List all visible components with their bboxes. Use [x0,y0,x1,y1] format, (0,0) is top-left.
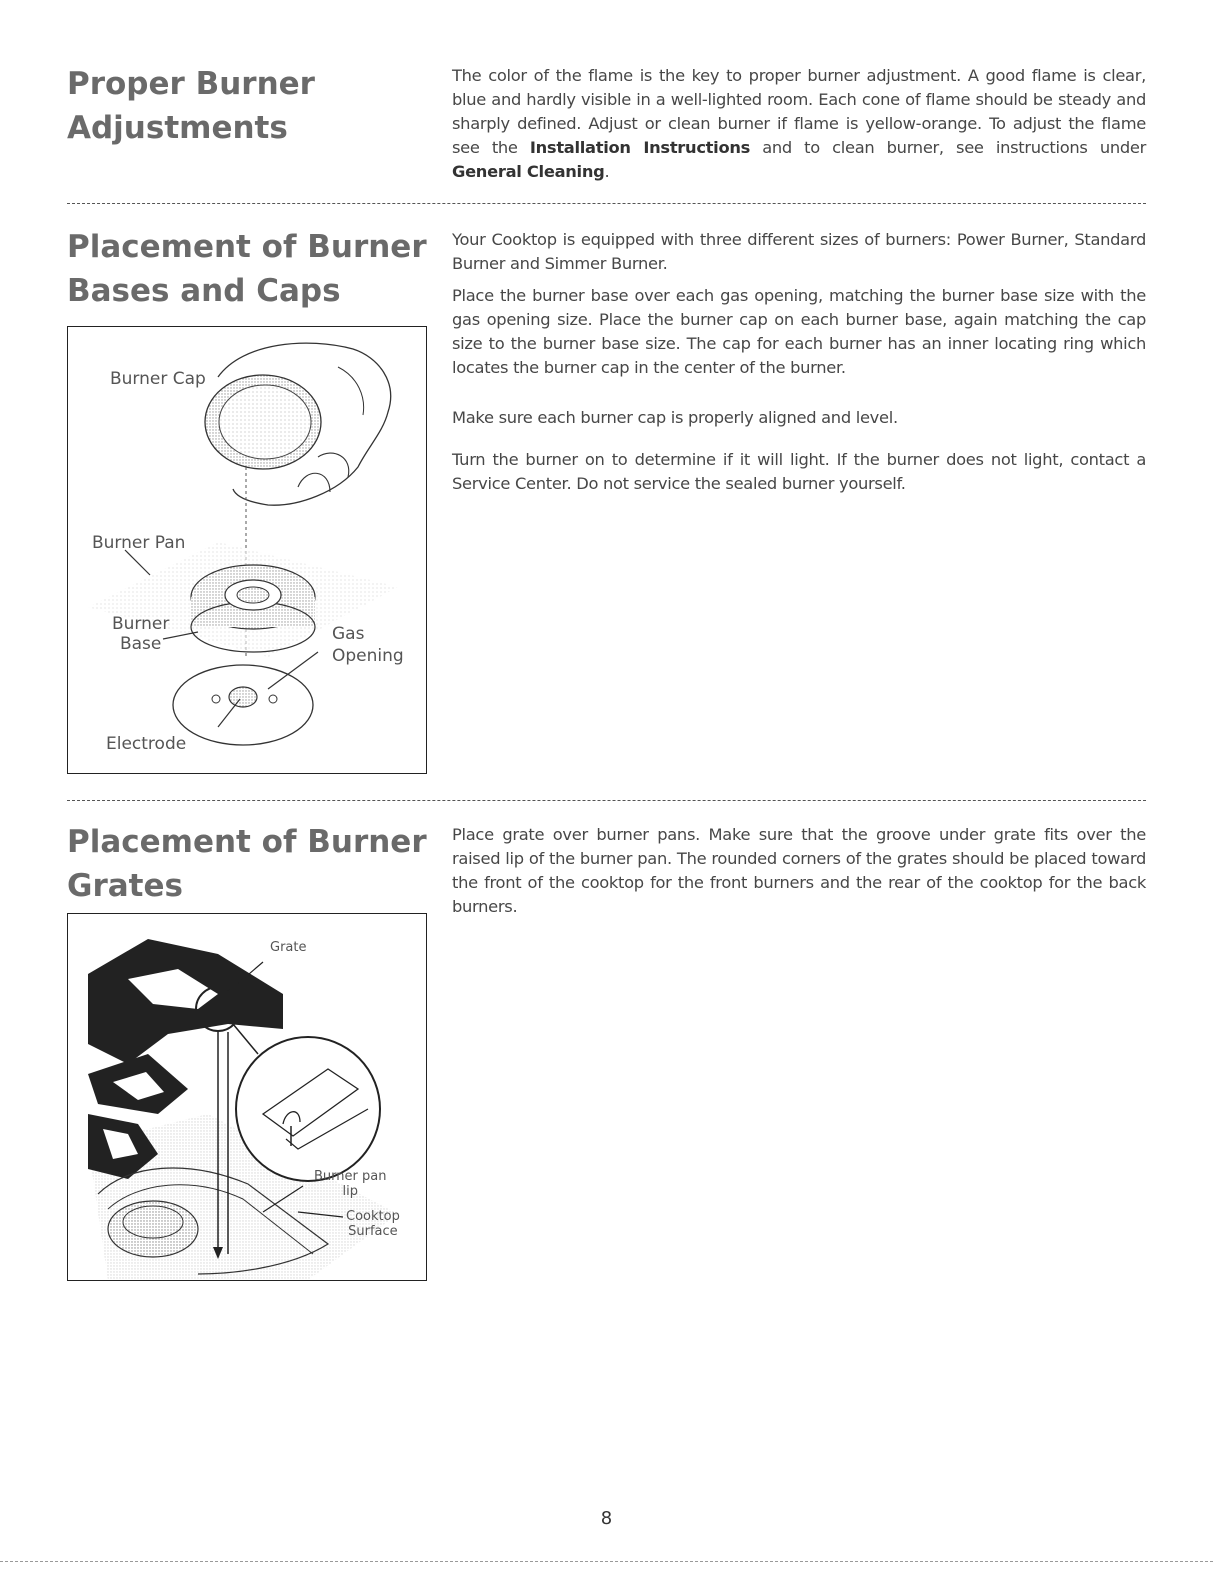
section-divider [67,203,1146,204]
bottom-rule [0,1561,1213,1562]
label-line: Base [119,634,162,654]
grates-body [452,823,1146,919]
label-burner-cap: Burner Cap [110,369,206,389]
page-number: 8 [600,1508,613,1529]
label-electrode: Electrode [106,734,187,754]
text-run: The color of the flame is the key to proper burner adjustment. A good flame is clear, blue and hardly visible in a well-lighted room. Each cone of flame should be steady and sharply defined. Adjust or clean burner if flame is yellow-orange. To adjust the flame see the [452,66,1146,157]
section-divider [67,800,1146,801]
adjustments-paragraph [452,64,1146,184]
heading-line: Bases and Caps [67,273,341,309]
label-line: Gas [332,624,365,644]
label-line: Burner pan [314,1169,387,1184]
burner-grate-figure [67,913,427,1281]
bases-caps-paragraph-3: Make sure each burner cap is properly aligned and level. [452,408,898,427]
bases-caps-paragraph-2: Place the burner base over each gas opening, matching the burner base size with the gas opening size. Place the burner cap on each burner base, again matching the cap size to the burner base size. The cap for each burner has an inner locating ring which locates the burner cap in the center of the burner. [452,286,1146,377]
heading-placement-bases-caps [67,225,427,313]
text-run: and to clean burner, see instructions under [750,138,1146,157]
label-line: lip [342,1184,358,1199]
label-gas-opening [332,623,404,667]
heading-line: Adjustments [67,110,288,146]
heading-line: Placement of Burner [67,824,427,860]
label-burner-pan: Burner Pan [92,533,186,553]
heading-proper-burner-adjustments [67,62,315,150]
installation-instructions-ref: Installation Instructions [529,138,751,157]
bases-caps-paragraph-1: Your Cooktop is equipped with three different sizes of burners: Power Burner, Standard Burner and Simmer Burner. [452,230,1146,273]
label-line: Surface [348,1224,398,1239]
label-line: Burner [112,614,170,634]
heading-line: Proper Burner [67,66,315,102]
label-line: Opening [332,646,404,666]
label-burner-base [112,614,169,654]
adjustments-body [452,64,1146,184]
label-burner-pan-lip [314,1169,386,1199]
general-cleaning-ref: General Cleaning [452,162,605,181]
label-grate: Grate [270,940,307,955]
bases-caps-paragraph-4: Turn the burner on to determine if it will light. If the burner does not light, contact a Service Center. Do not service the sealed burner yourself. [452,450,1146,493]
burner-assembly-figure [67,326,427,774]
grates-paragraph: Place grate over burner pans. Make sure that the groove under grate fits over the raised lip of the burner pan. The rounded corners of the grates should be placed toward the front of the cooktop for the front burners and the rear of the cooktop for the back burners. [452,825,1146,916]
heading-placement-grates [67,820,427,908]
label-line: Cooktop [346,1209,400,1224]
bases-caps-body [452,228,1146,496]
text-run: . [604,162,610,181]
label-cooktop-surface [346,1209,400,1239]
heading-line: Grates [67,868,183,904]
heading-line: Placement of Burner [67,229,427,265]
